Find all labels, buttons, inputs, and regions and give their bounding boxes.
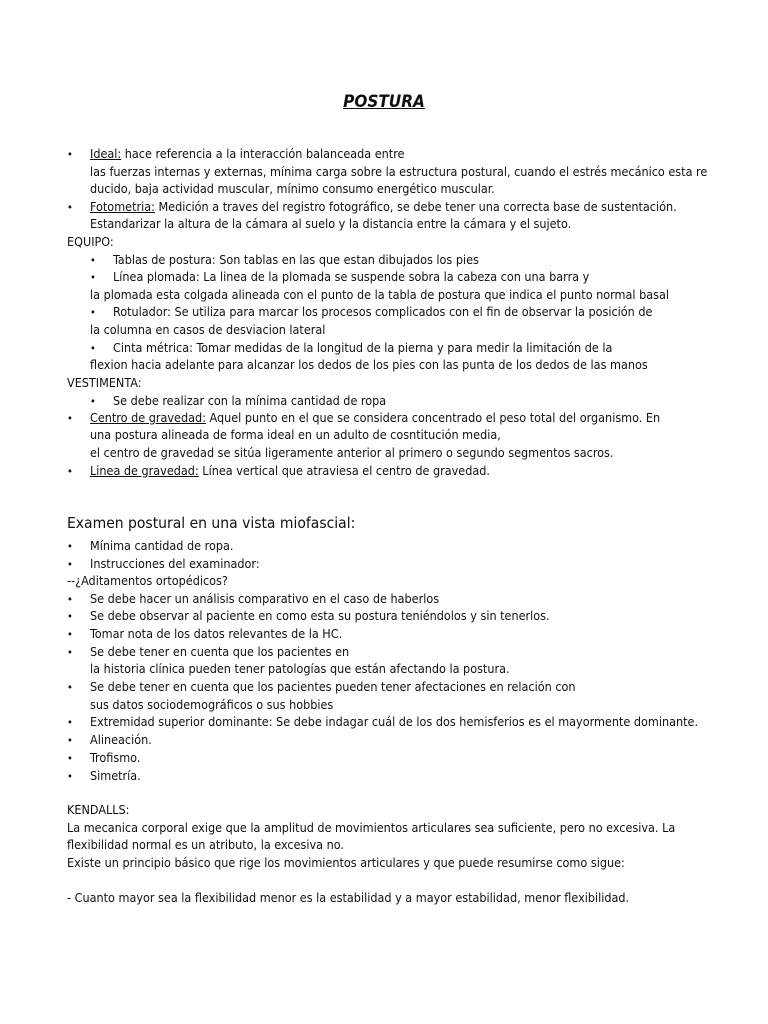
bullet-icon: •	[67, 734, 73, 747]
page-title: POSTURA	[343, 92, 425, 112]
equipo-item-1: Tablas de postura: Son tablas en las que estan dibujados los pies	[113, 252, 479, 267]
miofascial-item-7a: Se debe tener en cuenta que los pacientes pueden tener afectaciones en relación con	[90, 679, 576, 694]
bullet-icon: •	[67, 752, 73, 765]
kendalls-paragraph-line-3: Existe un principio básico que rige los movimientos articulares y que puede resumirse como sigue:	[67, 855, 625, 870]
centro-gravedad-label: Centro de gravedad:	[90, 410, 206, 425]
aditamentos-line: --¿Aditamentos ortopédicos?	[67, 573, 228, 588]
bullet-icon: •	[90, 271, 96, 284]
miofascial-item-10: Trofismo.	[90, 750, 141, 765]
bullet-icon: •	[67, 681, 73, 694]
miofascial-item-1: Mínima cantidad de ropa.	[90, 538, 234, 553]
kendalls-heading: KENDALLS:	[67, 802, 130, 817]
bullet-icon: •	[67, 148, 73, 161]
bullet-icon: •	[67, 465, 73, 478]
ideal-line-2: las fuerzas internas y externas, mínima carga sobre la estructura postural, cuando el estrés mecánico esta re	[90, 164, 708, 179]
miofascial-item-7b: sus datos sociodemográficos o sus hobbies	[90, 697, 334, 712]
ideal-line-1	[90, 145, 404, 163]
ideal-line-3: ducido, baja actividad muscular, mínimo consumo energético muscular.	[90, 181, 495, 196]
bullet-icon: •	[90, 254, 96, 267]
equipo-item-2b: la plomada esta colgada alineada con el punto de la tabla de postura que indica el punto normal basal	[90, 287, 669, 302]
centro-gravedad-text: Aquel punto en el que se considera concentrado el peso total del organismo. En	[205, 410, 661, 425]
ideal-text: hace referencia a la interacción balanceada entre	[121, 146, 405, 161]
equipo-item-2a: Línea plomada: La linea de la plomada se suspende sobra la cabeza con una barra y	[113, 269, 590, 284]
bullet-icon: •	[90, 395, 96, 408]
vestimenta-item-1: Se debe realizar con la mínima cantidad de ropa	[113, 393, 387, 408]
miofascial-item-9: Alineación.	[90, 732, 152, 747]
linea-gravedad-text: Línea vertical que atraviesa el centro de gravedad.	[198, 463, 490, 478]
bullet-icon: •	[67, 412, 73, 425]
equipo-item-4b: flexion hacia adelante para alcanzar los dedos de los pies con las punta de los dedos de las manos	[90, 357, 648, 372]
bullet-icon: •	[67, 593, 73, 606]
linea-gravedad-line	[90, 462, 490, 480]
equipo-heading: EQUIPO:	[67, 234, 114, 249]
bullet-icon: •	[67, 558, 73, 571]
centro-gravedad-line-3: el centro de gravedad se sitúa ligeramente anterior al primero o segundo segmentos sacros.	[90, 445, 614, 460]
bullet-icon: •	[67, 770, 73, 783]
equipo-item-3b: la columna en casos de desviacion lateral	[90, 322, 326, 337]
centro-gravedad-line-1	[90, 409, 660, 427]
bullet-icon: •	[67, 610, 73, 623]
equipo-item-4a: Cinta métrica: Tomar medidas de la longitud de la pierna y para medir la limitación de la	[113, 340, 613, 355]
bullet-icon: •	[67, 716, 73, 729]
fotometria-line-2: Estandarizar la altura de la cámara al suelo y la distancia entre la cámara y el sujeto.	[90, 216, 572, 231]
miofascial-item-2: Instrucciones del examinador:	[90, 556, 260, 571]
miofascial-item-6b: la historia clínica pueden tener patologías que están afectando la postura.	[90, 661, 510, 676]
bullet-icon: •	[67, 540, 73, 553]
kendalls-principle: - Cuanto mayor sea la flexibilidad menor es la estabilidad y a mayor estabilidad, menor flexibilidad.	[67, 890, 630, 905]
miofascial-item-6a: Se debe tener en cuenta que los pacientes en	[90, 644, 350, 659]
miofascial-item-8: Extremidad superior dominante: Se debe indagar cuál de los dos hemisferios es el mayormente dominante.	[90, 714, 699, 729]
fotometria-text: Medición a traves del registro fotográfico, se debe tener una correcta base de sustentación.	[154, 199, 677, 214]
fotometria-label: Fotometria:	[90, 199, 155, 214]
section-heading-miofascial: Examen postural en una vista miofascial:	[67, 514, 356, 532]
kendalls-paragraph-line-1: La mecanica corporal exige que la amplitud de movimientos articulares sea suficiente, pero no excesiva. La	[67, 820, 676, 835]
bullet-icon: •	[67, 646, 73, 659]
vestimenta-heading: VESTIMENTA:	[67, 375, 142, 390]
bullet-icon: •	[67, 628, 73, 641]
linea-gravedad-label: Linea de gravedad:	[90, 463, 199, 478]
miofascial-item-11: Simetría.	[90, 768, 141, 783]
bullet-icon: •	[67, 201, 73, 214]
bullet-icon: •	[90, 306, 96, 319]
miofascial-item-5: Tomar nota de los datos relevantes de la HC.	[90, 626, 343, 641]
miofascial-item-4: Se debe observar al paciente en como esta su postura teniéndolos y sin tenerlos.	[90, 608, 550, 623]
ideal-label: Ideal:	[90, 146, 122, 161]
bullet-icon: •	[90, 342, 96, 355]
centro-gravedad-line-2: una postura alineada de forma ideal en un adulto de cosntitución media,	[90, 427, 501, 442]
fotometria-line-1	[90, 198, 677, 216]
kendalls-paragraph-line-2: flexibilidad normal es un atributo, la excesiva no.	[67, 837, 344, 852]
miofascial-item-3: Se debe hacer un análisis comparativo en el caso de haberlos	[90, 591, 440, 606]
equipo-item-3a: Rotulador: Se utiliza para marcar los procesos complicados con el fin de observar la posición de	[113, 304, 653, 319]
